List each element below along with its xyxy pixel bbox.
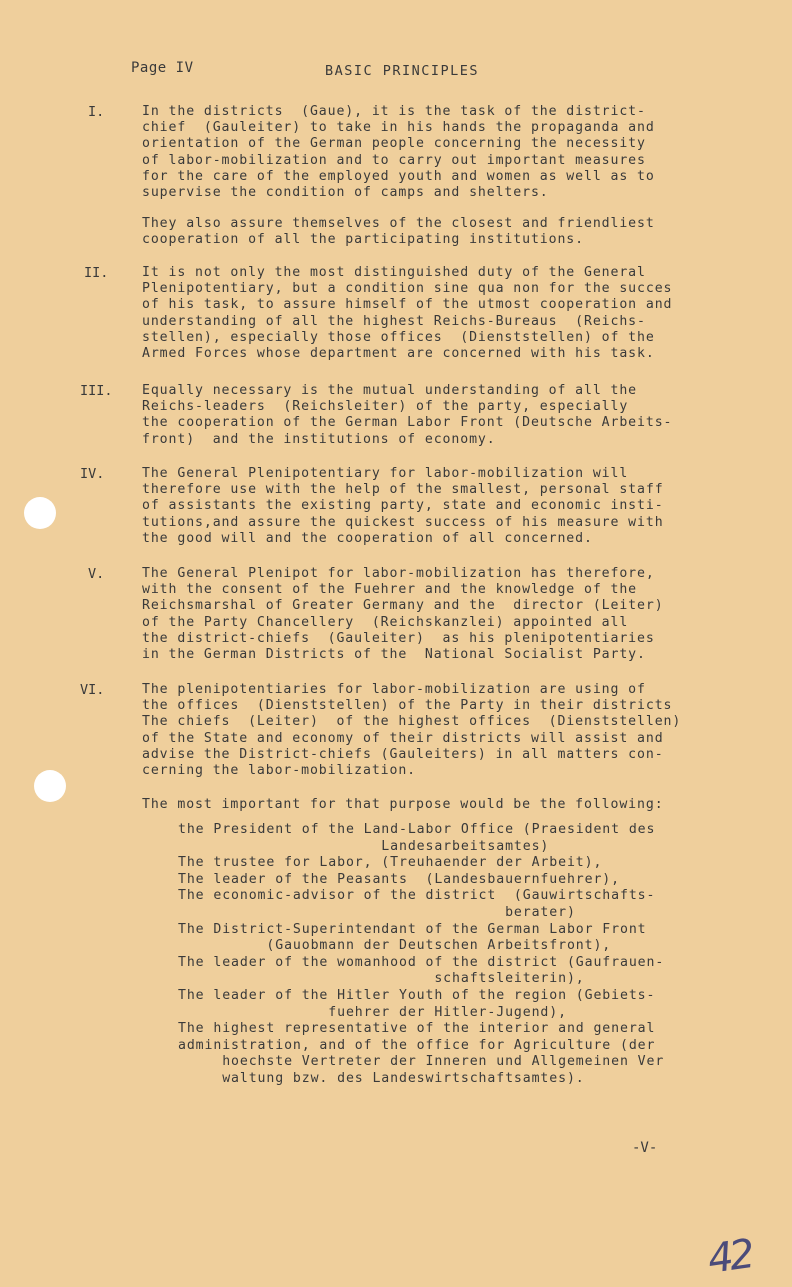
list-line: administration, and of the office for Agriculture (der xyxy=(178,1037,656,1053)
section-numeral: III. xyxy=(80,383,113,399)
text-line: Armed Forces whose department are concerned with his task. xyxy=(142,346,655,361)
list-line: the President of the Land-Labor Office (Praesident des xyxy=(178,822,656,837)
text-line: of the State and economy of their districts will assist and xyxy=(142,730,664,746)
list-line: (Gauobmann der Deutschen Arbeitsfront), xyxy=(178,938,612,954)
list-line: The leader of the Peasants (Landesbauernfuehrer), xyxy=(178,871,620,887)
list-line: The highest representative of the interior and general xyxy=(178,1021,656,1037)
text-line: the good will and the cooperation of all concerned. xyxy=(142,530,593,546)
text-line: therefore use with the help of the smallest, personal staff xyxy=(142,482,664,498)
page-marker: -V- xyxy=(632,1140,658,1156)
text-line: stellen), especially those offices (Dienststellen) of the xyxy=(142,329,655,345)
list-line: The trustee for Labor, (Treuhaender der Arbeit), xyxy=(178,855,603,871)
text-line: the offices (Dienststellen) of the Party in their districts xyxy=(142,698,673,714)
text-line: The General Plenipotentiary for labor-mobilization will xyxy=(142,466,629,481)
text-line: in the German Districts of the National Socialist Party. xyxy=(142,647,646,662)
punch-hole-upper xyxy=(24,497,56,529)
text-line: The most important for that purpose would be the following: xyxy=(142,797,664,812)
text-line: the district-chiefs (Gauleiter) as his plenipotentiaries xyxy=(142,630,655,646)
text-line: understanding of all the highest Reichs-Bureaus (Reichs- xyxy=(142,313,646,329)
section-numeral: IV. xyxy=(80,466,105,482)
text-line: They also assure themselves of the closest and friendliest xyxy=(142,216,655,231)
text-line: of assistants the existing party, state and economic insti- xyxy=(142,498,664,514)
text-line: The plenipotentiaries for labor-mobilization are using of xyxy=(142,682,646,697)
text-line: The General Plenipot for labor-mobilization has therefore, xyxy=(142,566,655,581)
section-numeral: II. xyxy=(84,265,109,281)
list-line: fuehrer der Hitler-Jugend), xyxy=(178,1004,567,1020)
text-line: of labor-mobilization and to carry out important measures xyxy=(142,152,646,168)
page-label: Page IV xyxy=(131,60,194,76)
section-numeral: VI. xyxy=(80,682,105,698)
section-numeral: V. xyxy=(88,566,105,582)
text-line: Reichsmarshal of Greater Germany and the director (Leiter) xyxy=(142,598,664,614)
list-line: The leader of the womanhood of the district (Gaufrauen- xyxy=(178,954,665,970)
text-line: The chiefs (Leiter) of the highest offices (Dienststellen) xyxy=(142,714,682,730)
list-line: The economic-advisor of the district (Gauwirtschafts- xyxy=(178,888,656,904)
text-line: supervise the condition of camps and shelters. xyxy=(142,185,549,200)
text-line: Reichs-leaders (Reichsleiter) of the party, especially xyxy=(142,399,629,415)
text-line: cooperation of all the participating institutions. xyxy=(142,232,584,248)
text-line: Plenipotentiary, but a condition sine qua non for the succes xyxy=(142,281,673,297)
text-line: of his task, to assure himself of the utmost cooperation and xyxy=(142,297,673,313)
text-line: for the care of the employed youth and women as well as to xyxy=(142,168,655,184)
text-line: of the Party Chancellery (Reichskanzlei) appointed all xyxy=(142,614,629,630)
text-line: tutions,and assure the quickest success of his measure with xyxy=(142,514,664,530)
text-line: front) and the institutions of economy. xyxy=(142,431,496,447)
list-line: Landesarbeitsamtes) xyxy=(178,838,550,854)
text-line: It is not only the most distinguished duty of the General xyxy=(142,265,646,280)
list-line: hoechste Vertreter der Inneren und Allgemeinen Ver xyxy=(178,1054,665,1070)
list-line: The leader of the Hitler Youth of the region (Gebiets- xyxy=(178,988,656,1003)
text-line: In the districts (Gaue), it is the task of the district- xyxy=(142,104,646,119)
list-line: berater) xyxy=(178,905,576,920)
text-line: the cooperation of the German Labor Front (Deutsche Arbeits- xyxy=(142,415,673,431)
text-line: advise the District-chiefs (Gauleiters) in all matters con- xyxy=(142,746,664,762)
text-line: cerning the labor-mobilization. xyxy=(142,763,417,778)
text-line: chief (Gauleiter) to take in his hands the propaganda and xyxy=(142,120,655,136)
list-line: waltung bzw. des Landeswirtschaftsamtes). xyxy=(178,1071,585,1086)
list-line: schaftsleiterin), xyxy=(178,971,585,987)
section-numeral: I. xyxy=(88,104,105,120)
punch-hole-lower xyxy=(34,770,66,802)
text-line: Equally necessary is the mutual understanding of all the xyxy=(142,383,638,398)
text-line: with the consent of the Fuehrer and the knowledge of the xyxy=(142,582,638,598)
text-line: orientation of the German people concerning the necessity xyxy=(142,136,646,152)
handwritten-page-number: 42 xyxy=(705,1231,754,1283)
document-title: BASIC PRINCIPLES xyxy=(325,63,480,79)
list-line: The District-Superintendant of the German Labor Front xyxy=(178,921,647,937)
